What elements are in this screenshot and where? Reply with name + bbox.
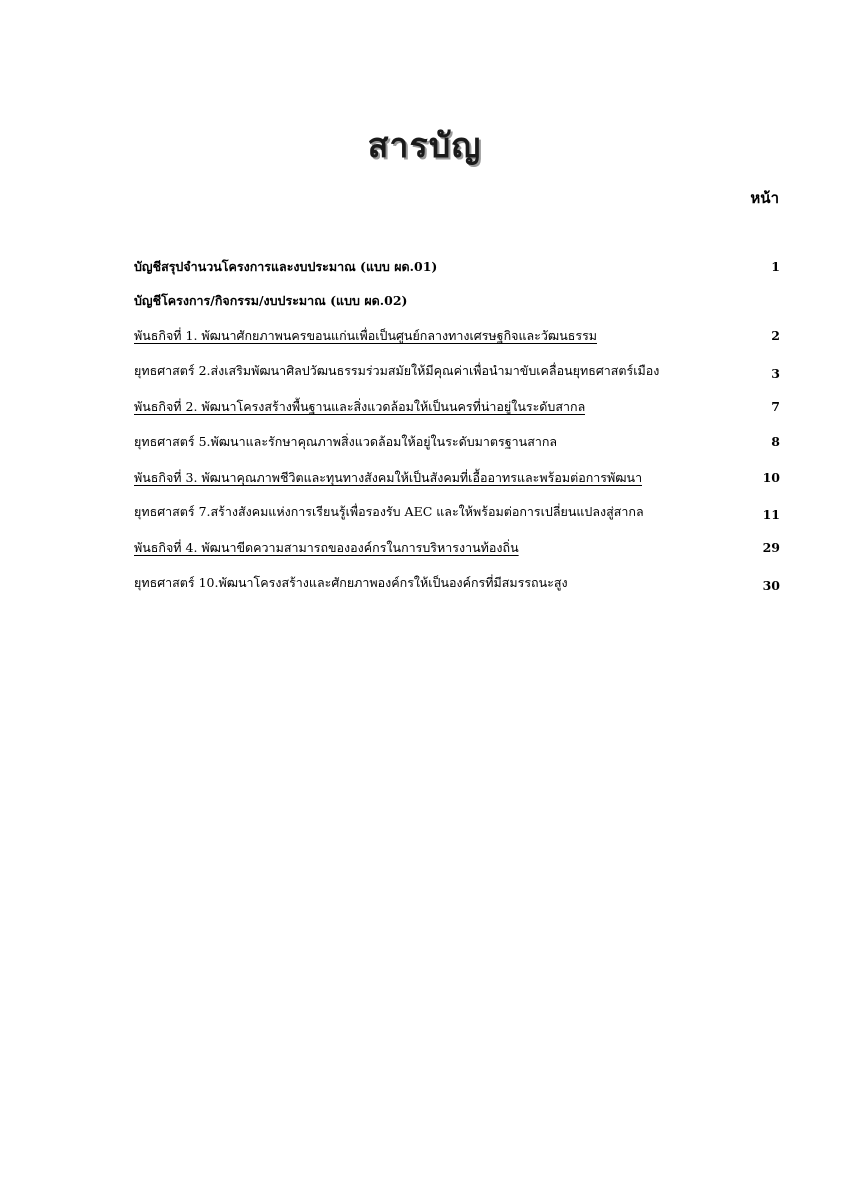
toc-entry-label: ยุทธศาสตร์ 5.พัฒนาและรักษาคุณภาพสิ่งแวดล้อมให้อยู่ในระดับมาตรฐานสากล	[134, 434, 558, 449]
toc-entry-label: พันธกิจที่ 3. พัฒนาคุณภาพชีวิตและทุนทางสังคมให้เป็นสังคมที่เอื้ออาทรและพร้อมต่อการพัฒนา	[134, 470, 643, 485]
toc-entry-mission-2	[134, 396, 780, 418]
toc-entry-mission-3	[134, 467, 780, 489]
toc-entry-label: บัญชีโครงการ/กิจกรรม/งบประมาณ (แบบ ผด.02)	[134, 293, 408, 308]
toc-entry-page: 8	[771, 434, 780, 449]
toc-entry-project-list	[134, 290, 780, 312]
toc-entry-summary	[134, 256, 780, 278]
toc-entry-strategy-10	[134, 572, 780, 594]
toc-entry-label: บัญชีสรุปจำนวนโครงการและงบประมาณ (แบบ ผด.01)	[134, 259, 438, 274]
toc-entry-label: พันธกิจที่ 1. พัฒนาศักยภาพนครขอนแก่นเพื่อเป็นศูนย์กลางทางเศรษฐกิจและวัฒนธรรม	[134, 328, 598, 343]
toc-entry-page: 1	[771, 259, 780, 274]
page-title: สารบัญ	[367, 126, 482, 166]
toc-entry-strategy-7	[134, 501, 780, 523]
toc-entry-page: 7	[771, 399, 780, 414]
toc-entry-label: ยุทธศาสตร์ 10.พัฒนาโครงสร้างและศักยภาพองค์กรให้เป็นองค์กรที่มีสมรรถนะสูง	[134, 575, 568, 590]
toc-entry-label: พันธกิจที่ 4. พัฒนาขีดความสามารถขององค์กรในการบริหารงานท้องถิ่น	[134, 540, 519, 555]
toc-entry-label: ยุทธศาสตร์ 7.สร้างสังคมแห่งการเรียนรู้เพื่อรองรับ AEC และให้พร้อมต่อการเปลี่ยนแปลงสู่สากล	[134, 504, 644, 519]
toc-entry-page: 3	[771, 366, 780, 381]
toc-entry-label: พันธกิจที่ 2. พัฒนาโครงสร้างพื้นฐานและสิ่งแวดล้อมให้เป็นนครที่น่าอยู่ในระดับสากล	[134, 399, 586, 414]
toc-entry-page: 10	[762, 470, 780, 485]
toc-entry-page: 2	[771, 328, 780, 343]
toc-entry-strategy-2	[134, 360, 780, 382]
toc-entry-strategy-5	[134, 431, 780, 453]
toc-entry-page: 30	[762, 578, 780, 593]
toc-entry-page: 11	[762, 507, 780, 522]
toc-entry-label: ยุทธศาสตร์ 2.ส่งเสริมพัฒนาศิลปวัฒนธรรมร่วมสมัยให้มีคุณค่าเพื่อนำมาขับเคลื่อนยุทธศาสตร์เมือง	[134, 363, 660, 378]
page-column-header: หน้า	[750, 189, 779, 207]
toc-entry-mission-1	[134, 325, 780, 347]
toc-entry-mission-4	[134, 537, 780, 559]
toc-entry-page: 29	[762, 540, 780, 555]
